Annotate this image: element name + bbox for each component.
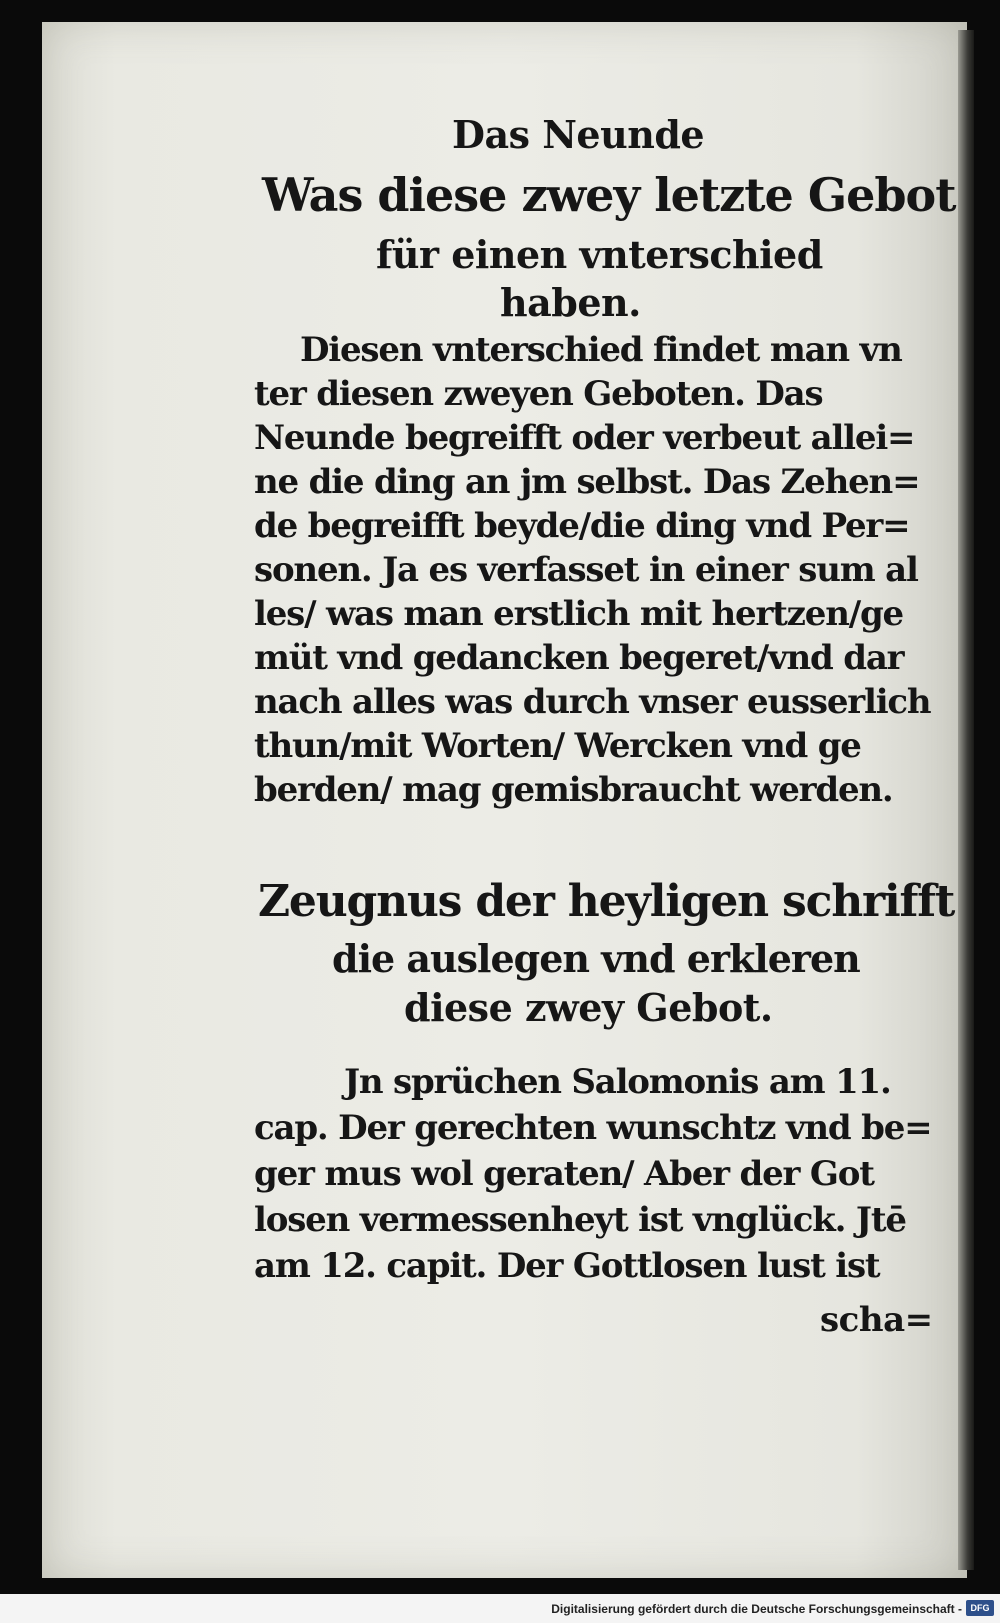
- footer-bar: [0, 1594, 1000, 1623]
- text-line: müt vnd gedancken begeret/vnd dar: [254, 638, 904, 678]
- text-line: ne die ding an jm selbst. Das Zehen=: [254, 462, 920, 502]
- paragraph-body: [254, 1062, 932, 1362]
- heading-line: Zeugnus der heyligen schrifft: [258, 876, 955, 927]
- heading-line: für einen vnterschied: [376, 232, 823, 277]
- text-line: Jn sprüchen Salomonis am 11.: [344, 1062, 891, 1102]
- catchword: scha=: [820, 1300, 933, 1340]
- section-label: Das Neunde: [452, 112, 705, 157]
- text-line: ter diesen zweyen Geboten. Das: [254, 374, 823, 414]
- page-edge: [958, 30, 974, 1570]
- text-line: Diesen vnterschied findet man vn: [300, 330, 902, 370]
- text-line: cap. Der gerechten wunschtz vnd be=: [254, 1108, 932, 1148]
- dfg-logo-icon: DFG: [966, 1600, 994, 1616]
- footer-text: Digitalisierung gefördert durch die Deutsche Forschungsgemeinschaft -: [551, 1602, 962, 1616]
- heading-line: die auslegen vnd erkleren: [332, 936, 860, 981]
- heading-line: Was diese zwey letzte Gebot: [262, 168, 956, 222]
- text-line: Neunde begreifft oder verbeut allei=: [254, 418, 915, 458]
- text-line: les/ was man erstlich mit hertzen/ge: [254, 594, 903, 634]
- text-line: berden/ mag gemisbraucht werden.: [254, 770, 893, 810]
- text-line: thun/mit Worten/ Wercken vnd ge: [254, 726, 861, 766]
- text-line: de begreifft beyde/die ding vnd Per=: [254, 506, 910, 546]
- text-line: am 12. capit. Der Gottlosen lust ist: [254, 1246, 880, 1286]
- text-line: sonen. Ja es verfasset in einer sum al: [254, 550, 918, 590]
- paragraph-body: [254, 330, 931, 810]
- text-line: nach alles was durch vnser eusserlich: [254, 682, 931, 722]
- text-line: ger mus wol geraten/ Aber der Got: [254, 1154, 874, 1194]
- text-line: losen vermessenheyt ist vnglück. Jtē: [254, 1200, 906, 1240]
- heading-line: diese zwey Gebot.: [404, 985, 773, 1030]
- heading-line: haben.: [500, 280, 641, 325]
